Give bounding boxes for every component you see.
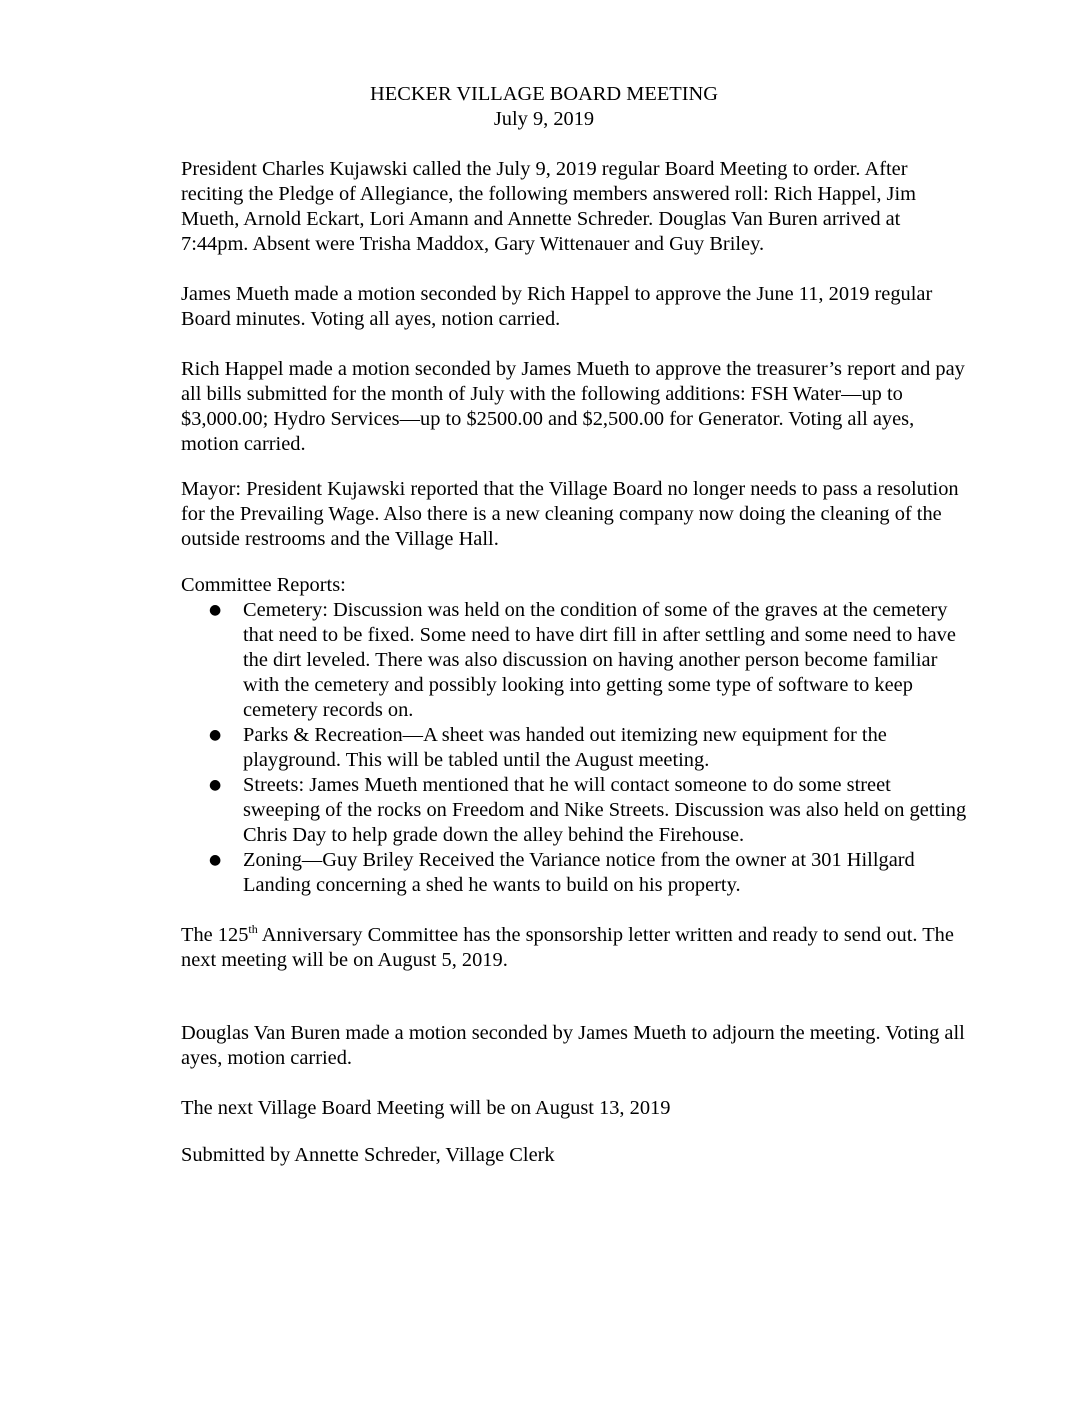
anniversary-paragraph xyxy=(181,923,971,973)
submitted-by-text: Submitted by Annette Schreder, Village Clerk xyxy=(181,1144,555,1166)
committee-reports-heading: Committee Reports: xyxy=(181,574,346,596)
committee-item-streets xyxy=(181,773,971,848)
committee-item-text: Streets: James Mueth mentioned that he will contact someone to do some street sweeping of the rocks on Freedom and Nike Streets. Discussion was also held on getting Chris Day to help grade down the alley behind the Firehouse. xyxy=(243,774,967,846)
anniversary-text xyxy=(181,923,971,973)
call-to-order-paragraph xyxy=(181,157,971,257)
committee-item-text: Parks & Recreation—A sheet was handed out itemizing new equipment for the playground. This will be tabled until the August meeting. xyxy=(243,724,887,771)
anniversary-body: Anniversary Committee has the sponsorship letter written and ready to send out. The next meeting will be on August 5, 2019. xyxy=(181,924,954,971)
next-meeting-paragraph xyxy=(181,1096,971,1121)
meeting-date: July 9, 2019 xyxy=(493,108,595,130)
committee-item-text: Zoning—Guy Briley Received the Variance notice from the owner at 301 Hillgard Landing concerning a shed he wants to build on his property. xyxy=(243,849,915,896)
bullet-icon: ● xyxy=(209,727,222,743)
committee-item-parks xyxy=(181,723,971,773)
adjourn-paragraph xyxy=(181,1021,971,1071)
committee-item-cemetery xyxy=(181,598,971,723)
minutes-text: James Mueth made a motion seconded by Rich Happel to approve the June 11, 2019 regular Board minutes. Voting all ayes, notion carried. xyxy=(181,283,933,330)
treasurer-paragraph xyxy=(181,357,971,457)
bullet-icon: ● xyxy=(209,602,222,618)
adjourn-text: Douglas Van Buren made a motion seconded by James Mueth to adjourn the meeting. Voting all ayes, motion carried. xyxy=(181,1022,965,1069)
bullet-icon: ● xyxy=(209,777,222,793)
minutes-paragraph xyxy=(181,282,971,332)
anniversary-prefix: The 125 xyxy=(181,924,249,946)
committee-item-text: Cemetery: Discussion was held on the condition of some of the graves at the cemetery that need to be fixed. Some need to have dirt fill in after settling and some need to have the dirt leveled. There was also discussion on having another person become familiar with the cemetery and possibly looking into getting some type of software to keep cemetery records on. xyxy=(243,599,956,721)
treasurer-text: Rich Happel made a motion seconded by James Mueth to approve the treasurer’s report and pay all bills submitted for the month of July with the following additions: FSH Water—up to $3,000.00; Hydro Services—up to $2500.00 and $2,500.00 for Generator. Voting all ayes, motion carried. xyxy=(181,358,965,455)
submitted-by-paragraph xyxy=(181,1143,971,1168)
committee-reports-section xyxy=(181,573,971,898)
call-to-order-text: President Charles Kujawski called the July 9, 2019 regular Board Meeting to order. After reciting the Pledge of Allegiance, the following members answered roll: Rich Happel, Jim Mueth, Arnold Eckart, Lori Amann and Annette Schreder. Douglas Van Buren arrived at 7:44pm. Absent were Trisha Maddox, Gary Wittenauer and Guy Briley. xyxy=(181,158,916,255)
bullet-icon: ● xyxy=(209,852,222,868)
committee-reports-list xyxy=(181,598,971,898)
next-meeting-text: The next Village Board Meeting will be on August 13, 2019 xyxy=(181,1097,671,1119)
committee-item-zoning xyxy=(181,848,971,898)
mayor-paragraph xyxy=(181,477,971,552)
document-header xyxy=(0,82,1088,132)
ordinal-suffix: th xyxy=(248,922,258,937)
mayor-text: Mayor: President Kujawski reported that the Village Board no longer needs to pass a resolution for the Prevailing Wage. Also there is a new cleaning company now doing the cleaning of the outside restrooms and the Village Hall. xyxy=(181,478,959,550)
document-title: HECKER VILLAGE BOARD MEETING xyxy=(370,83,718,105)
